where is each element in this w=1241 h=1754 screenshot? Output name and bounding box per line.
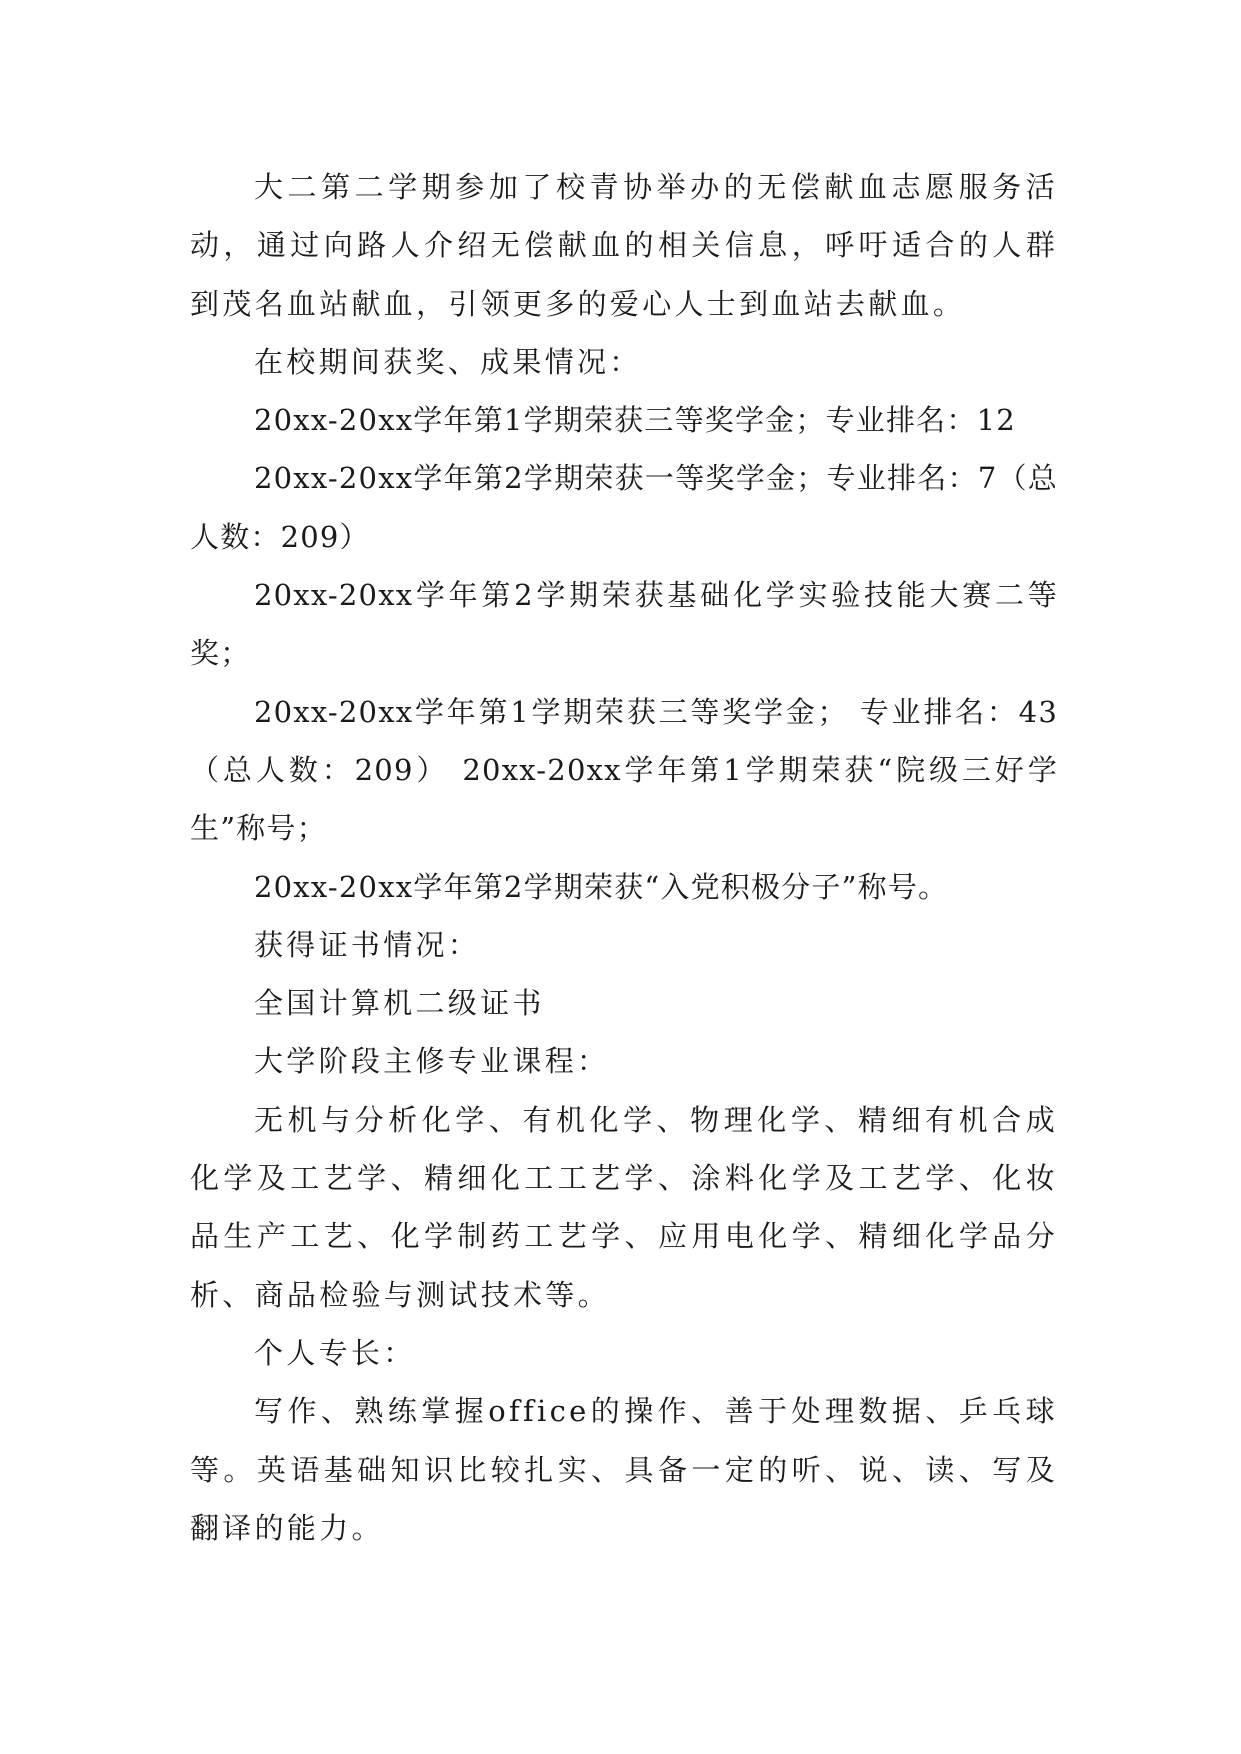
heading-certificates: 获得证书情况： — [254, 927, 481, 962]
paragraph-courses: 无机与分析化学、有机化学、物理化学、精细有机合成化学及工艺学、精细化工工艺学、涂料化学及工艺学、化妆品生产工艺、化学制药工艺学、应用电化学、精细化学品分析、商品检验与测试技术等。 — [190, 1102, 1058, 1312]
paragraph-skills: 写作、熟练掌握office的操作、善于处理数据、乒乓球等。英语基础知识比较扎实、具备一定的听、说、读、写及翻译的能力。 — [190, 1394, 1058, 1545]
paragraph-award-2: 20xx-20xx学年第2学期荣获一等奖学金；专业排名：7（总人数：209） — [190, 461, 1058, 554]
paragraph-award-1: 20xx-20xx学年第1学期荣获三等奖学金；专业排名：12 — [254, 403, 1016, 438]
heading-skills: 个人专长： — [254, 1335, 416, 1370]
paragraph-award-5: 20xx-20xx学年第2学期荣获“入党积极分子”称号。 — [254, 869, 949, 904]
heading-awards: 在校期间获奖、成果情况： — [254, 344, 642, 379]
document-body — [190, 158, 1058, 1557]
paragraph-award-3: 20xx-20xx学年第2学期荣获基础化学实验技能大赛二等奖； — [190, 578, 1058, 671]
paragraph-award-4: 20xx-20xx学年第1学期荣获三等奖学金； 专业排名：43 （总人数：209） 20xx-20xx学年第1学期荣获“院级三好学生”称号； — [190, 694, 1058, 846]
heading-courses: 大学阶段主修专业课程： — [254, 1044, 610, 1079]
paragraph-certificate: 全国计算机二级证书 — [254, 986, 545, 1021]
paragraph-volunteer-activity: 大二第二学期参加了校青协举办的无偿献血志愿服务活动，通过向路人介绍无偿献血的相关信息，呼吁适合的人群到茂名血站献血，引领更多的爱心人士到血站去献血。 — [190, 170, 1058, 321]
